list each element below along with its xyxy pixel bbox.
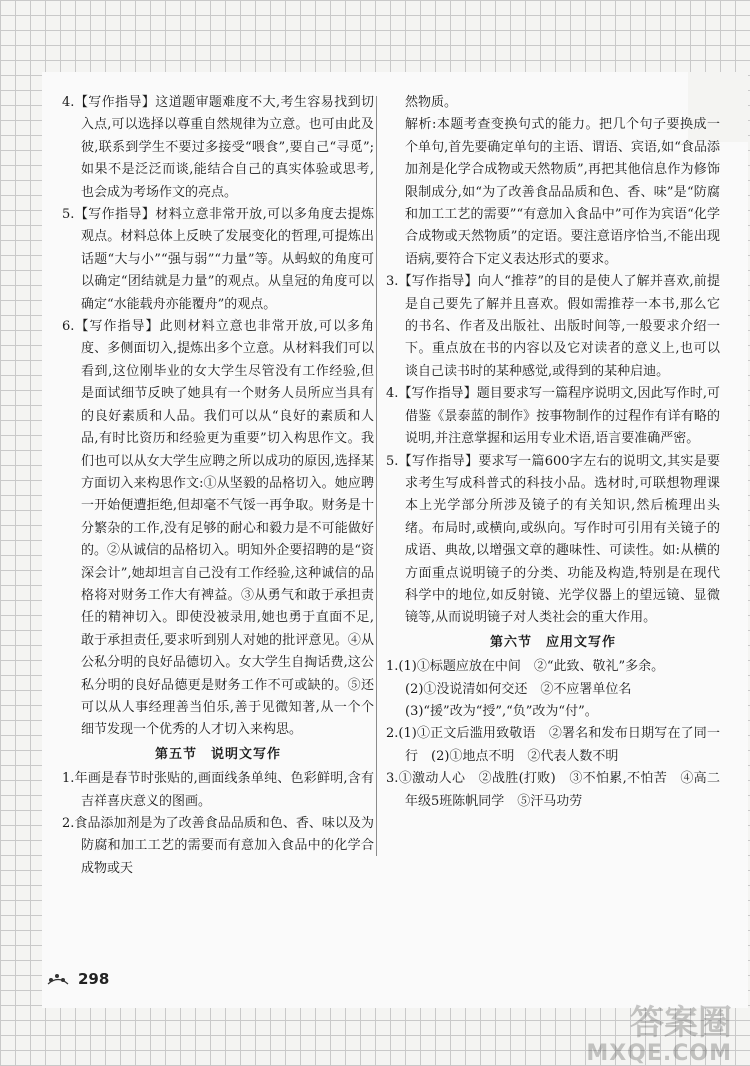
answer-item: 2.食品添加剂是为了改善食品品质和色、香、味以及为防腐和加工工艺的需要而有意加入食品中的化学合成物或天 xyxy=(62,816,374,876)
column-divider xyxy=(376,96,377,856)
continuation-text: 然物质。 xyxy=(405,95,458,110)
answer-item: 1.(1)①标题应放在中间 ②“此致、敬礼”多余。 xyxy=(386,659,665,675)
answer-item: 2.(1)①正文后滥用致敬语 ②署名和发布日期写在了同一行 (2)①地点不明 ②代表人数不明 xyxy=(386,726,720,764)
left-column xyxy=(62,92,374,880)
page-footer xyxy=(46,970,109,988)
answer-item: 6.【写作指导】此则材料立意也非常开放,可以多角度、多侧面切入,提炼出多个立意。从材料我们可以看到,这位刚毕业的女大学生尽管没有工作经验,但是面试细节反映了她具有一个财务人员所应当具有的良好素质和人品。我们可以从“良好的素质和人品,有时比资历和经验更为重要”切入构思作文。我们也可以从女大学生应聘之所以成功的原因,选择某方面切入来构思作文:①从坚毅的品格切入。她应聘一开始便遭拒绝,但却毫不气馁一再争取。财务是十分繁杂的工作,没有足够的耐心和毅力是不可能做好的。②从诚信的品格切入。明知外企要招聘的是“资深会计”,她却坦言自己没有工作经验,这种诚信的品格将对财务工作大有裨益。③从勇气和敢于承担责任的精神切入。即使没被录用,她也勇于直面不足,敢于承担责任,要求听到别人对她的批评意见。④从公私分明的良好品德切入。女大学生自掏话费,这公私分明的良好品德更是财务工作不可或缺的。⑤还可以从人事经理善当伯乐,善于见微知著,从一个个细节发现一个优秀的人才切入来构思。 xyxy=(62,319,374,738)
analysis-text: 解析:本题考查变换句式的能力。把几个句子要换成一个单句,首先要确定单句的主语、谓语、宾语,如“食品添加剂是化学合成物或天然物质”,再把其他信息作为修饰限制成分,如“为了改善食品品质和色、香、味”是“防腐和加工工艺的需要”“有意加入食品中”可作为宾语“化学合成物或天然物质”的定语。要注意语序恰当,不能出现语病,要符合下定义表达形式的要求。 xyxy=(405,117,720,267)
answer-item: 5.【写作指导】要求写一篇600字左右的说明文,其实是要求考生写成科普式的科技小品。选材时,可联想物理课本上光学部分所涉及镜子的有关知识,然后梳理出头绪。布局时,或横向,或纵向。写作时可引用有关镜子的成语、典故,以增强文章的趣味性、可读性。如:从横的方面重点说明镜子的分类、功能及构造,特别是在现代科学中的地位,如反射镜、光学仪器上的望远镜、显微镜等,从而说明镜子对人类社会的重大作用。 xyxy=(386,453,720,626)
answer-item: 5.【写作指导】材料立意非常开放,可以多角度去提炼观点。材料总体上反映了发展变化的哲理,可提炼出话题“大与小”“强与弱”“力量”等。从蚂蚁的角度可以确定“团结就是力量”的观点。从皇冠的角度可以确定“水能载舟亦能覆舟”的观点。 xyxy=(62,207,374,312)
right-column xyxy=(386,92,720,813)
answer-item: 1.年画是春节时张贴的,画面线条单纯、色彩鲜明,含有吉祥喜庆意义的图画。 xyxy=(62,771,374,809)
answer-item: 3.①激动人心 ②战胜(打败) ③不怕累,不怕苦 ④高二年级5班陈帆同学 ⑤汗马功劳 xyxy=(386,771,720,809)
answer-item: 4.【写作指导】这道题审题难度不大,考生容易找到切入点,可以选择以尊重自然规律为立意。也可由此及彼,联系到学生不要过多接受“喂食”,要自己“寻觅”;如果不是泛泛而谈,能结合自己的真实体验或思考,也会成为考场作文的亮点。 xyxy=(62,95,374,200)
watermark-sub: MXQE.COM xyxy=(586,1040,732,1066)
answer-item: 4.【写作指导】题目要求写一篇程序说明文,因此写作时,可借鉴《景泰蓝的制作》按事物制作的过程作有详有略的说明,并注意掌握和运用专业术语,语言要准确严密。 xyxy=(386,386,720,447)
answer-subline: (3)“援”改为“授”,“负”改为“付”。 xyxy=(405,703,598,719)
page-number: 298 xyxy=(78,970,110,988)
section-title: 第五节 说明文写作 xyxy=(154,746,281,762)
answer-subline: (2)①没说清如何交还 ②不应署单位名 xyxy=(405,681,632,697)
flower-ornament-icon xyxy=(46,971,70,987)
watermark-main: 答案圈 xyxy=(630,1003,732,1043)
section-title: 第六节 应用文写作 xyxy=(489,634,616,650)
answer-item: 3.【写作指导】向人“推荐”的目的是使人了解并喜欢,前提是自己要先了解并且喜欢。假如需推荐一本书,那么它的书名、作者及出版社、出版时间等,一般要求介绍一下。重点放在书的内容以及它对读者的意义上,也可以谈自己读书时的某种感觉,或得到的某种启迪。 xyxy=(386,274,720,379)
watermark-logo xyxy=(586,1003,732,1066)
